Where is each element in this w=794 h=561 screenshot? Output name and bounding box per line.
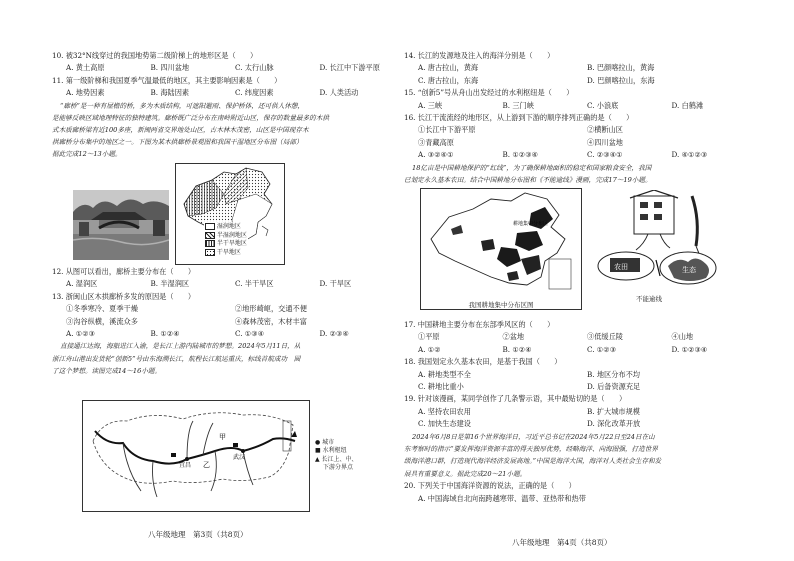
legend-arid-label: 干旱地区 bbox=[216, 248, 241, 256]
q12-option-a: A. 湿润区 bbox=[66, 279, 98, 289]
right-column bbox=[404, 0, 756, 186]
city-dot bbox=[185, 457, 189, 461]
passage4-line: 展具有重要意义。据此完成20～21小题。 bbox=[404, 469, 527, 478]
q11-option-d: D. 人类活动 bbox=[319, 88, 359, 98]
q14-option-d: D. 巴颜喀拉山，东海 bbox=[587, 75, 655, 85]
covered-bridge-illustration bbox=[73, 190, 169, 260]
legend-humid bbox=[205, 223, 247, 232]
q15-option-d: D. 白鹤滩 bbox=[671, 100, 704, 110]
yangtze-river-map bbox=[82, 400, 358, 512]
q16-statements-1 bbox=[404, 124, 756, 136]
q11-stem: 11. 第一级阶梯和我国夏季气温最低的地区，其主要影响因素是（ ） bbox=[52, 75, 282, 85]
q15-option-c: C. 小浪底 bbox=[587, 100, 619, 110]
q12-option-b: B. 半湿润区 bbox=[150, 279, 190, 289]
cartoon-label-ecology: 生态 bbox=[682, 266, 696, 274]
passage1-line: 是能够反映区域地理特征的独特建筑。廊桥既广泛分布在南岭附近山区，保存的数量最多的木拱 bbox=[52, 113, 329, 122]
passage1-line: 据此完成12～13小题。 bbox=[52, 150, 122, 159]
passage3-line: 18亿亩是中国耕地保护的“红线”，为了确保耕地面积的稳定和国家粮食安全，我国 bbox=[412, 163, 652, 172]
q19-option-d: D. 深化改革开放 bbox=[587, 419, 641, 429]
q11-options bbox=[52, 87, 404, 99]
q18-option-a: A. 耕地类型不全 bbox=[418, 369, 471, 379]
legend-boundary-label: 长江上、中、 bbox=[321, 455, 358, 463]
right-column-lower bbox=[404, 319, 756, 505]
q16-statement-4: ④四川盆地 bbox=[587, 137, 623, 147]
q17-statement-1: ①平原 bbox=[418, 332, 440, 342]
legend-semi-arid-label: 半干旱地区 bbox=[216, 240, 247, 248]
q14-option-b: B. 巴颜喀拉山，黄海 bbox=[587, 63, 655, 73]
right-page-footer: 八年级地理 第4页（共8页） bbox=[512, 538, 612, 547]
q12-stem: 12. 从图可以看出，廊桥主要分布在（ ） bbox=[52, 267, 196, 276]
legend-semi-arid bbox=[205, 240, 247, 249]
q16-options bbox=[404, 149, 756, 161]
q12-option-c: C. 半干旱区 bbox=[235, 279, 274, 289]
q17-option-c: C. ①②③ bbox=[587, 344, 617, 354]
farmland-map-caption: 我国耕地集中分布区图 bbox=[468, 301, 534, 309]
q17-statement-3: ③低缓丘陵 bbox=[587, 332, 623, 342]
q17-option-b: B. ①②④ bbox=[502, 344, 532, 354]
legend-hydro-label: 水利枢纽 bbox=[322, 447, 347, 455]
passage1-line: “廊桥”是一种有屋檐的桥，多为木质结构，可遮阳避雨、保护桥体，还可供人休憩， bbox=[60, 101, 305, 110]
q18-stem: 18. 我国划定永久基本农田，是基于我国（ ） bbox=[404, 357, 562, 367]
q17-options bbox=[404, 344, 756, 356]
q11-option-c: C. 纬度因素 bbox=[235, 88, 274, 98]
legend-humid-label: 湿润地区 bbox=[216, 223, 241, 230]
q13-option-b: B. ①②④ bbox=[150, 329, 180, 339]
q14-stem: 14. 长江的发源地及注入的海洋分别是（ ） bbox=[404, 51, 555, 60]
legend-boundary: ▲ 长江上、中、 bbox=[315, 455, 358, 463]
q11-option-b: B. 海陆因素 bbox=[150, 88, 190, 98]
farmland-distribution-map bbox=[420, 188, 582, 310]
passage1-line: 拱廊桥分布集中的地区之一。下图为某木拱廊桥景观图和我国干湿地区分布图（局部） bbox=[52, 138, 303, 147]
cartoon-illustration bbox=[596, 190, 722, 292]
passage-yangtze-shipping bbox=[52, 340, 404, 377]
covered-bridge-photo bbox=[73, 190, 169, 260]
legend-city-label: 城市 bbox=[322, 439, 335, 446]
q17-option-d: D. ①②③④ bbox=[671, 344, 708, 354]
q10-option-a: A. 黄土高原 bbox=[66, 63, 105, 73]
q17-statement-2: ②盆地 bbox=[502, 332, 525, 342]
q12-options bbox=[52, 278, 404, 290]
q10-options bbox=[52, 62, 404, 74]
map-legend-text: 耕地集中分布区 bbox=[513, 221, 549, 227]
yangtze-basin-outline bbox=[83, 401, 309, 511]
legend-semi-humid bbox=[205, 232, 247, 241]
q10-option-d: D. 长江中下游平原 bbox=[319, 63, 380, 73]
q16-statement-1: ①长江中下游平原 bbox=[418, 125, 476, 135]
q13-statement-4: ④森林茂密，木材丰富 bbox=[235, 316, 307, 326]
map-label-wuhan: 武汉 bbox=[233, 454, 246, 461]
map-label-yichang: 宜昌 bbox=[179, 462, 192, 469]
passage2-line: 直接通江达海，海船进江入渝，是长江上游内陆城市的梦想。2024年5月11日，从 bbox=[60, 342, 301, 351]
map-label-jia: 甲 bbox=[219, 433, 226, 441]
q10-stem: 10. 被32°N线穿过的我国地势第二级阶梯上的地形区是（ ） bbox=[52, 51, 258, 60]
q16-option-b: B. ①②③④ bbox=[502, 150, 539, 160]
q16-stem: 16. 长江干流流经的地形区，从上游到下游的顺序排列正确的是（ ） bbox=[404, 113, 634, 123]
q15-stem: 15. “创新5”号从舟山出发经过的水利枢纽是（ ） bbox=[404, 88, 574, 98]
q13-option-a: A. ①②③ bbox=[66, 329, 96, 339]
cartoon-caption: 不能逾线 bbox=[636, 295, 662, 303]
left-page-footer: 八年级地理 第3页（共8页） bbox=[148, 530, 248, 539]
q18-option-d: D. 后备资源充足 bbox=[587, 382, 641, 392]
left-column bbox=[52, 0, 404, 161]
passage4-line: 2024年6月8日是第16个世界海洋日，习近平总书记在2024年5月22日至24日在山 bbox=[412, 432, 655, 441]
q18-options-1 bbox=[404, 369, 756, 381]
q17-statement-4: ④山地 bbox=[671, 332, 694, 342]
q19-option-a: A. 坚持农田农用 bbox=[418, 406, 471, 416]
left-column-lower bbox=[52, 266, 404, 378]
passage4-line: 级海洋港口群，打造现代海洋经济发展高地。”中国是海洋大国，海洋对人类社会生存和发 bbox=[404, 457, 662, 466]
legend-arid bbox=[205, 249, 247, 258]
q13-option-d: D. ②③④ bbox=[319, 329, 349, 339]
passage4-line: 东考察时的指示“要发挥海洋资源丰富的得天独厚优势，经略海洋、向海图强，打造世界 bbox=[404, 445, 658, 454]
q14-option-c: C. 唐古拉山，东海 bbox=[418, 75, 479, 85]
map-label-yi: 乙 bbox=[203, 461, 210, 469]
q13-statement-3: ③沟谷纵横，溪流众多 bbox=[66, 316, 138, 326]
passage3-line: 已划定永久基本农田。结合中国耕地分布图和《不能逾线》漫画，完成17～19小题。 bbox=[404, 176, 652, 185]
dry-wet-region-map bbox=[175, 163, 285, 265]
q13-statements-2 bbox=[52, 316, 404, 328]
q18-option-c: C. 耕地比重小 bbox=[418, 382, 464, 392]
passage2-line: 了这个梦想。读图完成14～16小题。 bbox=[52, 367, 162, 376]
q10-option-b: B. 四川盆地 bbox=[150, 63, 190, 73]
q19-options-1 bbox=[404, 406, 756, 418]
q20-option-a: A. 中国海域自北向南跨越寒带、温带、亚热带和热带 bbox=[418, 493, 586, 503]
passage2-line: 浙江舟山港出发货轮“创新5”号由东海溯长江，航程长江航运重庆，标线首航成功 圆 bbox=[52, 354, 301, 363]
q16-statement-2: ②横断山区 bbox=[587, 125, 623, 135]
q13-statement-2: ②地形崎岖，交通不便 bbox=[235, 304, 307, 314]
q15-option-b: B. 三门峡 bbox=[502, 100, 534, 110]
legend-boundary-label-2: 下游分界点 bbox=[323, 464, 354, 472]
q13-options bbox=[52, 328, 404, 340]
q20-stem: 20. 下列关于中国海洋资源的说法，正确的是（ ） bbox=[404, 481, 576, 491]
q19-option-c: C. 加快生态建设 bbox=[418, 419, 471, 429]
q19-stem: 19. 针对该漫画，某同学创作了几条警示语，其中最贴切的是（ ） bbox=[404, 394, 627, 404]
passage-ocean bbox=[404, 431, 756, 481]
q13-stem: 13. 浙闽山区木拱廊桥多发的原因是（ ） bbox=[52, 291, 196, 301]
passage-covered-bridge bbox=[52, 100, 404, 161]
q19-options-2 bbox=[404, 418, 756, 430]
china-farmland-outline bbox=[421, 189, 581, 299]
legend-semi-humid-label: 半湿润地区 bbox=[216, 231, 247, 239]
q14-options-1 bbox=[404, 62, 756, 74]
q10-option-c: C. 太行山脉 bbox=[235, 63, 274, 73]
passage1-line: 式木质廊桥梁有近100多座，新闽两省交界地处山区，古木林木茂密，山区是中国现存木 bbox=[52, 126, 309, 135]
q18-options-2 bbox=[404, 381, 756, 393]
map-legend bbox=[204, 222, 248, 258]
yangtze-map-legend bbox=[315, 439, 375, 473]
legend-city: ● 城市 bbox=[315, 439, 335, 446]
q16-statement-3: ③青藏高原 bbox=[418, 137, 454, 147]
q11-option-a: A. 地势因素 bbox=[66, 88, 105, 98]
q16-option-a: A. ③②④① bbox=[418, 150, 454, 160]
q17-stem: 17. 中国耕地主要分布在东部季风区的（ ） bbox=[404, 320, 555, 329]
q15-option-a: A. 三峡 bbox=[418, 100, 443, 110]
q14-option-a: A. 唐古拉山，黄海 bbox=[418, 63, 479, 73]
q15-options bbox=[404, 100, 756, 112]
q16-option-c: C. ②③④① bbox=[587, 150, 623, 160]
q13-statements-1 bbox=[52, 303, 404, 315]
q18-option-b: B. 地区分布不均 bbox=[587, 369, 640, 379]
cartoon-label-farmland: 农田 bbox=[614, 263, 628, 271]
q14-options-2 bbox=[404, 75, 756, 87]
q17-option-a: A. ①② bbox=[418, 344, 441, 354]
passage-farmland bbox=[404, 162, 756, 187]
city-dot bbox=[241, 449, 245, 453]
cartoon-no-crossing bbox=[596, 190, 722, 302]
q19-option-b: B. 扩大城市规模 bbox=[587, 406, 640, 416]
q13-statement-1: ①冬季寒冷、夏季干燥 bbox=[66, 304, 138, 314]
q16-option-d: D. ④①②③ bbox=[671, 150, 708, 160]
q12-option-d: D. 干旱区 bbox=[319, 279, 352, 289]
q16-statements-2 bbox=[404, 137, 756, 149]
legend-hydro: ■ 水利枢纽 bbox=[315, 447, 347, 455]
q17-statements bbox=[404, 331, 756, 343]
q13-option-c: C. ①③④ bbox=[235, 329, 265, 339]
